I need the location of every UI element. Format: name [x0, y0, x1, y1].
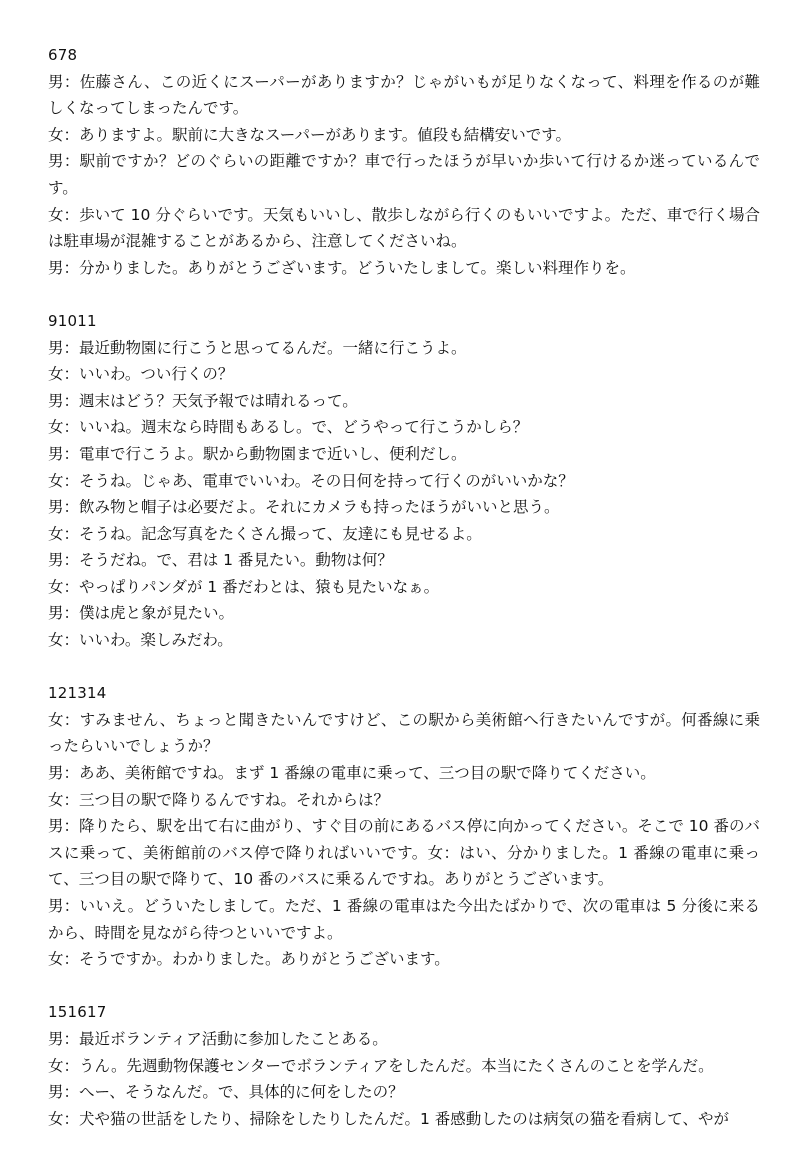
speaker-label: 女：	[48, 471, 80, 490]
line-text: 犬や猫の世話をしたり、掃除をしたりしたんだ。1 番感動したのは病気の猫を看病して、やが	[79, 1109, 729, 1128]
speaker-label: 男：	[48, 444, 80, 463]
line-text: いいわ。楽しみだわ。	[79, 631, 233, 650]
dialogue-line	[48, 946, 760, 973]
speaker-label: 女：	[48, 950, 80, 969]
speaker-label: 女：	[48, 790, 80, 809]
speaker-label: 男：	[48, 72, 80, 91]
dialogue-line	[48, 335, 760, 362]
dialogue-line	[48, 361, 760, 388]
dialogue-line	[48, 813, 760, 893]
dialogue-line	[48, 69, 760, 122]
dialogue-line	[48, 122, 760, 149]
speaker-label: 女：	[48, 418, 80, 437]
speaker-label: 男：	[48, 764, 80, 783]
speaker-label: 女：	[48, 710, 80, 729]
dialogue-line	[48, 441, 760, 468]
line-text: 最近ボランティア活動に参加したことある。	[79, 1029, 388, 1048]
speaker-label: 女：	[48, 631, 80, 650]
speaker-label: 女：	[48, 577, 80, 596]
line-text: そうだね。で、君は 1 番見たい。動物は何？	[79, 551, 393, 570]
dialogue-line	[48, 1053, 760, 1080]
dialogue-line	[48, 494, 760, 521]
dialogue-line	[48, 255, 760, 282]
speaker-label: 男：	[48, 1083, 80, 1102]
dialogue-line	[48, 760, 760, 787]
line-text: そうですか。わかりました。ありがとうございます。	[79, 950, 450, 969]
line-text: 歩いて 10 分ぐらいです。天気もいいし、散歩しながら行くのもいいですよ。ただ、車で行く場合は駐車場が混雑することがあるから、注意してくださいね。	[48, 205, 760, 251]
dialogue-line	[48, 1079, 760, 1106]
dialogue-line	[48, 148, 760, 201]
speaker-label: 男：	[48, 1029, 80, 1048]
dialogue-line	[48, 202, 760, 255]
line-text: やっぱりパンダが 1 番だわとは、猿も見たいなぁ。	[79, 577, 440, 596]
dialogue-line	[48, 574, 760, 601]
line-text: うん。先週動物保護センターでボランティアをしたんだ。本当にたくさんのことを学んだ。	[79, 1056, 714, 1075]
speaker-label: 男：	[48, 604, 80, 623]
speaker-label: 男：	[48, 897, 80, 915]
line-text: そうね。記念写真をたくさん撮って、友達にも見せるよ。	[79, 524, 482, 543]
dialogue-line	[48, 547, 760, 574]
speaker-label: 女：	[48, 1056, 80, 1075]
section-number: 151617	[48, 1003, 107, 1022]
line-text: 僕は虎と象が見たい。	[79, 604, 235, 623]
section-number: 121314	[48, 684, 107, 703]
speaker-label: 女：	[48, 205, 80, 224]
line-text: 降りたら、駅を出て右に曲がり、すぐ目の前にあるバス停に向かってください。そこで 10 番のバスに乗って、美術館前のバス停で降りればいいです。女：はい、分かりました。1 番線の電車に乗って、三つ目の駅で降りて、10 番のバスに乗るんですね。ありがとうございます。	[48, 817, 760, 889]
speaker-label: 女：	[48, 125, 80, 144]
dialogue-line	[48, 521, 760, 548]
speaker-label: 男：	[48, 391, 80, 410]
dialogue-section	[48, 680, 760, 973]
section-number: 678	[48, 46, 78, 64]
dialogue-line	[48, 468, 760, 495]
line-text: いいわ。つい行くの？	[79, 365, 234, 384]
dialogue-line	[48, 1026, 760, 1053]
line-text: いいえ。どういたしまして。ただ、1 番線の電車はた今出たばかりで、次の電車は 5 分後に来るから、時間を見ながら待つといいですよ。	[48, 897, 760, 942]
line-text: 分かりました。ありがとうございます。どういたしまして。楽しい料理作りを。	[79, 258, 636, 277]
line-text: 三つ目の駅で降りるんですね。それからは？	[79, 790, 390, 809]
speaker-label: 男：	[48, 338, 80, 357]
speaker-label: 男：	[48, 498, 80, 517]
dialogue-section	[48, 999, 760, 1132]
section-number: 91011	[48, 311, 97, 330]
line-text: 駅前ですか？どのぐらいの距離ですか？車で行ったほうが早いか歩いて行けるか迷っているんです。	[48, 152, 760, 197]
dialogue-line	[48, 787, 760, 814]
dialogue-section	[48, 42, 760, 281]
line-text: すみません、ちょっと聞きたいんですけど、この駅から美術館へ行きたいんですが。何番線に乗ったらいいでしょうか？	[48, 710, 760, 756]
dialogue-line	[48, 707, 760, 760]
speaker-label: 女：	[48, 524, 80, 543]
line-text: 週末はどう？天気予報では晴れるって。	[79, 391, 358, 410]
speaker-label: 男：	[48, 551, 80, 570]
dialogue-line	[48, 893, 760, 946]
line-text: ああ、美術館ですね。まず 1 番線の電車に乗って、三つ目の駅で降りてください。	[79, 764, 656, 783]
dialogue-section	[48, 308, 760, 654]
speaker-label: 男：	[48, 817, 80, 836]
dialogue-line	[48, 1106, 760, 1133]
line-text: 佐藤さん、この近くにスーパーがありますか？じゃがいもが足りなくなって、料理を作るのが難しくなってしまったんです。	[48, 72, 760, 118]
speaker-label: 男：	[48, 258, 80, 277]
line-text: いいね。週末なら時間もあるし。で、どうやって行こうかしら？	[79, 418, 529, 437]
dialogue-line	[48, 600, 760, 627]
line-text: ありますよ。駅前に大きなスーパーがあります。値段も結構安いです。	[79, 125, 571, 144]
dialogue-line	[48, 388, 760, 415]
line-text: へー、そうなんだ。で、具体的に何をしたの？	[79, 1083, 404, 1102]
speaker-label: 女：	[48, 1109, 80, 1128]
line-text: そうね。じゃあ、電車でいいわ。その日何を持って行くのがいいかな？	[79, 471, 574, 490]
document-body	[48, 42, 760, 1159]
speaker-label: 男：	[48, 152, 80, 171]
line-text: 電車で行こうよ。駅から動物園まで近いし、便利だし。	[79, 444, 467, 463]
line-text: 最近動物園に行こうと思ってるんだ。一緒に行こうよ。	[79, 338, 467, 357]
line-text: 飲み物と帽子は必要だよ。それにカメラも持ったほうがいいと思う。	[79, 498, 560, 517]
dialogue-line	[48, 414, 760, 441]
dialogue-line	[48, 627, 760, 654]
speaker-label: 女：	[48, 365, 80, 384]
